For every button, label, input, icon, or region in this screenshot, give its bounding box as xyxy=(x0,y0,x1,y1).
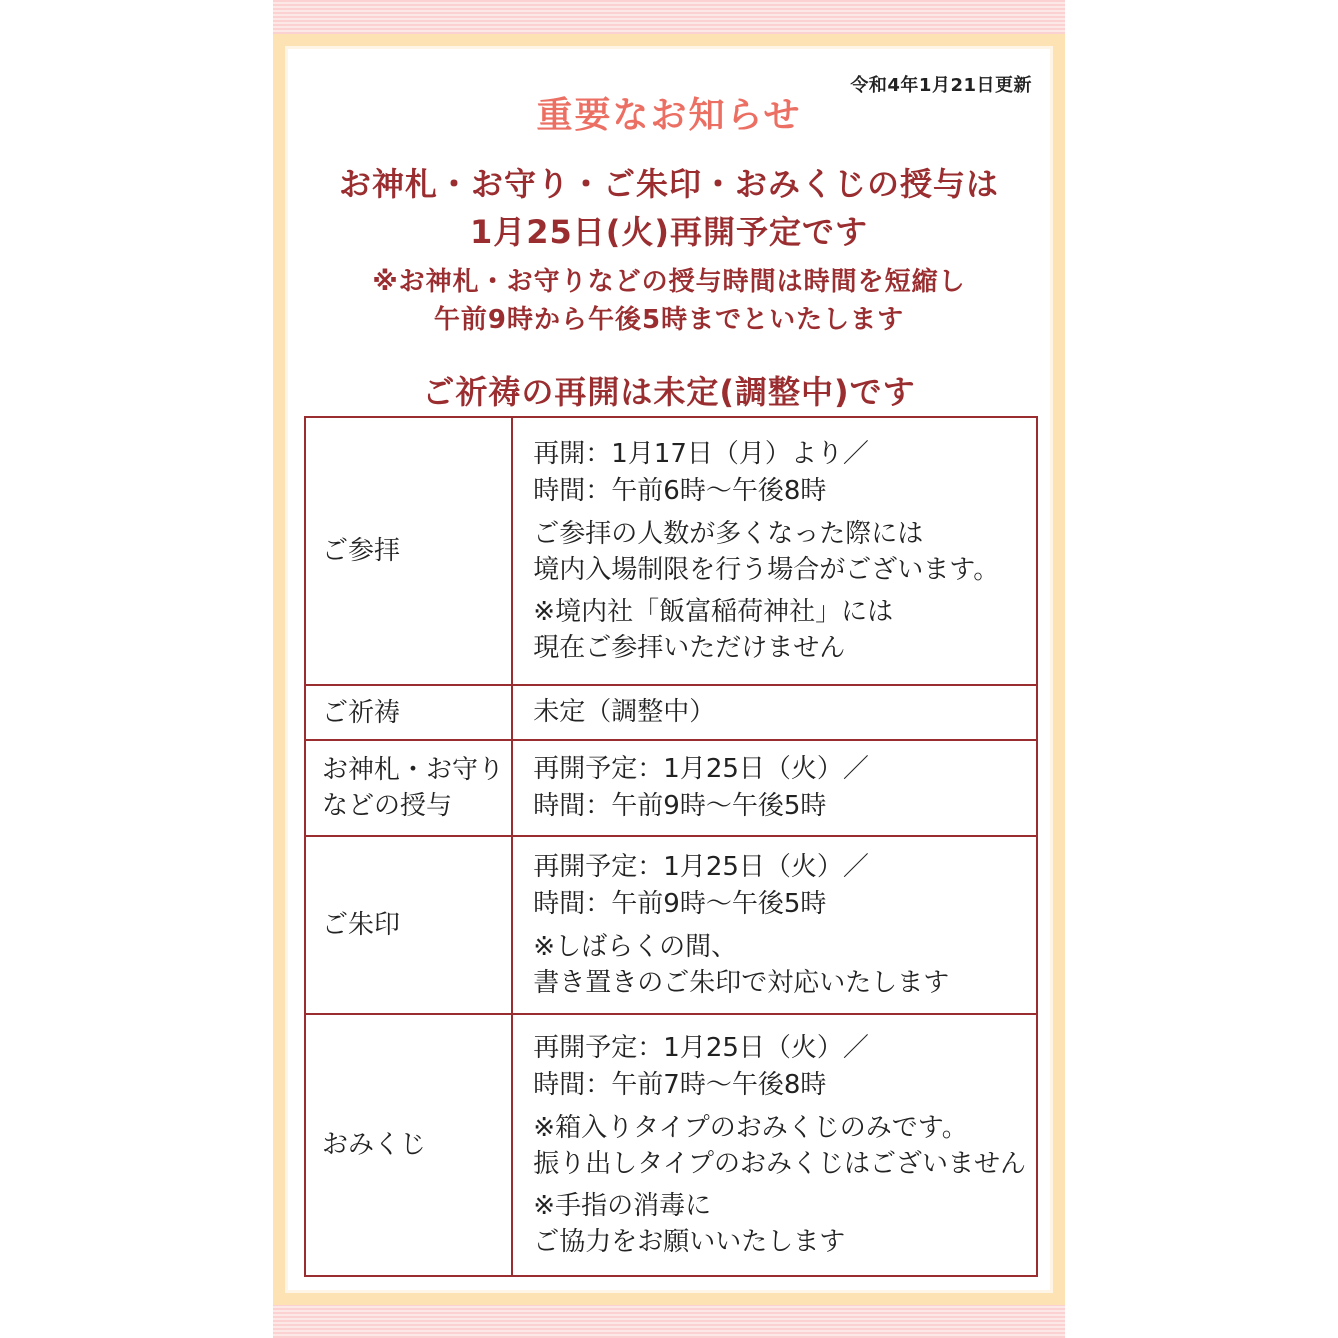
row-label-text: などの授与 xyxy=(322,791,453,821)
table-row-prayer xyxy=(305,685,1037,740)
note-block xyxy=(533,594,1026,666)
info-line: 時間：午前9時～午後5時 xyxy=(533,889,827,919)
info-line: 再開予定：1月25日（火）／ xyxy=(533,852,869,882)
note-line: 現在ご参拝いただけません xyxy=(533,633,846,663)
row-info xyxy=(512,1014,1037,1276)
note-line: 書き置きのご朱印で対応いたします xyxy=(533,968,950,998)
row-label xyxy=(305,1014,512,1276)
note-line: ※手指の消毒に xyxy=(533,1191,712,1221)
row-label xyxy=(305,685,512,740)
info-line: 未定（調整中） xyxy=(533,697,716,727)
table-row-goshuin xyxy=(305,836,1037,1014)
info-line: 時間：午前6時～午後8時 xyxy=(533,476,827,506)
row-label xyxy=(305,836,512,1014)
headline-prayer-status: ご祈祷の再開は未定(調整中)です xyxy=(422,373,916,411)
notice-card xyxy=(288,49,1050,1290)
info-line: 再開：1月17日（月）より／ xyxy=(533,439,869,469)
row-info xyxy=(512,417,1037,685)
note-line: ご協力をお願いいたします xyxy=(533,1227,846,1257)
row-info xyxy=(512,685,1037,740)
headline-hours-note-1: ※お神札・お守りなどの授与時間は時間を短縮し xyxy=(372,267,966,297)
note-block xyxy=(533,1110,1026,1182)
table-row-omikuji xyxy=(305,1014,1037,1276)
row-label xyxy=(305,417,512,685)
headline-hours-note-2: 午前9時から午後5時までといたします xyxy=(433,305,905,335)
row-info xyxy=(512,740,1037,836)
updated-date: 令和4年1月21日更新 xyxy=(850,75,1032,96)
info-line: 時間：午前7時～午後8時 xyxy=(533,1070,827,1100)
headline-resume-date: 1月25日(火)再開予定です xyxy=(469,213,869,251)
info-line: 再開予定：1月25日（火）／ xyxy=(533,1033,869,1063)
row-label-text: おみくじ xyxy=(322,1130,427,1160)
info-line: 時間：午前9時～午後5時 xyxy=(533,791,827,821)
notice-frame-inner xyxy=(285,46,1053,1293)
info-line: 再開予定：1月25日（火）／ xyxy=(533,754,869,784)
row-info xyxy=(512,836,1037,1014)
row-label-text: ご参拝 xyxy=(322,536,401,566)
note-block xyxy=(533,929,1026,1001)
table-row-amulets xyxy=(305,740,1037,836)
top-stripe-border xyxy=(273,0,1065,34)
row-label xyxy=(305,740,512,836)
row-label-text: お神札・お守り xyxy=(322,755,505,785)
note-block xyxy=(533,516,1026,588)
note-line: 境内入場制限を行う場合がございます。 xyxy=(533,555,1000,585)
row-label-text: ご朱印 xyxy=(322,910,401,940)
bottom-stripe-border xyxy=(273,1305,1065,1338)
schedule-table xyxy=(304,416,1038,1277)
note-line: ※しばらくの間、 xyxy=(533,932,738,962)
note-block xyxy=(533,1188,1026,1260)
note-line: 振り出しタイプのおみくじはございません xyxy=(533,1149,1026,1179)
note-line: ※境内社「飯富稲荷神社」には xyxy=(533,597,894,627)
headline-award-resume: お神札・お守り・ご朱印・おみくじの授与は xyxy=(338,165,999,203)
note-line: ご参拝の人数が多くなった際には xyxy=(533,519,924,549)
row-label-text: ご祈祷 xyxy=(322,697,401,728)
notice-frame xyxy=(273,34,1065,1305)
notice-title: 重要なお知らせ xyxy=(536,95,802,136)
table-row-visit xyxy=(305,417,1037,685)
note-line: ※箱入りタイプのおみくじのみです。 xyxy=(533,1113,968,1143)
